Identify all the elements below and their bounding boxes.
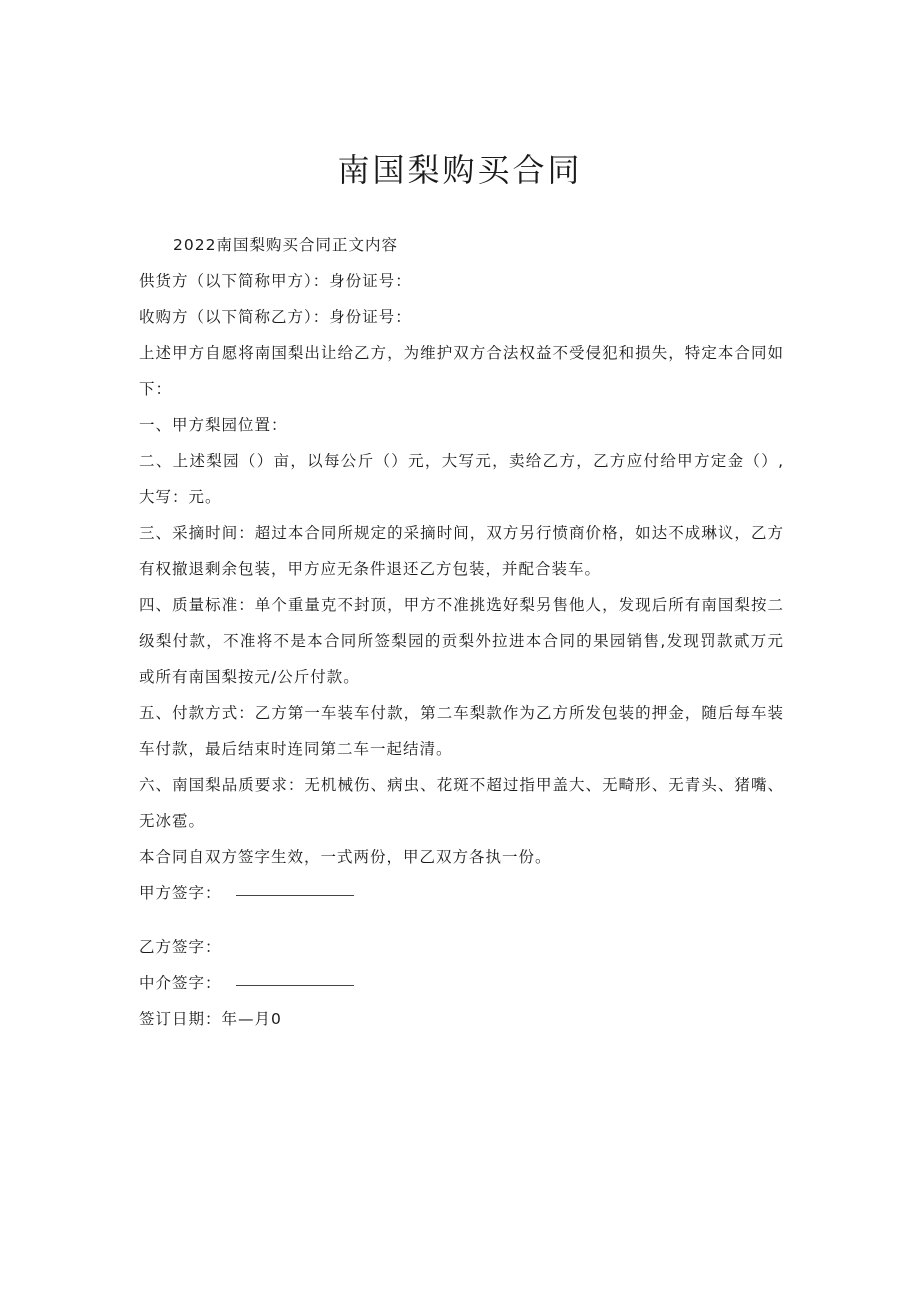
sign-date-row bbox=[139, 1001, 784, 1037]
party-b-signature-label: 乙方签字： bbox=[139, 938, 222, 956]
document-title: 南国梨购买合同 bbox=[337, 151, 583, 189]
agent-signature-label: 中介签字： bbox=[139, 974, 222, 992]
agent-signature-row bbox=[139, 965, 784, 1001]
signature-spacer bbox=[139, 911, 784, 929]
document-subtitle: 2022南国梨购买合同正文内容 bbox=[173, 236, 398, 254]
clause-1: 一、甲方梨园位置： bbox=[139, 416, 288, 434]
sign-date-label: 签订日期：年—月0 bbox=[139, 1010, 282, 1028]
effect-paragraph: 本合同自双方签字生效，一式两份，甲乙双方各执一份。 bbox=[139, 848, 552, 866]
clause-3: 三、采摘时间：超过本合同所规定的采摘时间，双方另行愤商价格，如达不成琳议，乙方有权撤退剩余包装，甲方应无条件退还乙方包装，并配合装车。 bbox=[139, 524, 784, 578]
party-a-signature-row bbox=[139, 875, 784, 911]
clause-5: 五、付款方式：乙方第一车装车付款，第二车梨款作为乙方所发包装的押金，随后每车装车付款，最后结束时连同第二车一起结清。 bbox=[139, 704, 784, 758]
supplier-line: 供货方（以下简称甲方）：身份证号： bbox=[139, 272, 412, 290]
party-b-signature-row bbox=[139, 929, 784, 965]
buyer-line: 收购方（以下简称乙方）：身份证号： bbox=[139, 308, 412, 326]
clause-2: 二、上述梨园（）亩，以每公斤（）元，大写元，卖给乙方，乙方应付给甲方定金（）,大写：元。 bbox=[139, 452, 784, 506]
agent-signature-blank bbox=[236, 973, 354, 986]
party-a-signature-blank bbox=[236, 883, 354, 896]
document-body bbox=[139, 227, 784, 1037]
intro-paragraph: 上述甲方自愿将南国梨出让给乙方，为维护双方合法权益不受侵犯和损失，特定本合同如下： bbox=[139, 344, 784, 398]
party-a-signature-label: 甲方签字： bbox=[139, 884, 222, 902]
clause-4: 四、质量标准：单个重量克不封顶，甲方不准挑选好梨另售他人，发现后所有南国梨按二级梨付款，不准将不是本合同所签梨园的贡梨外拉进本合同的果园销售,发现罚款贰万元或所有南国梨按元/公斤付款。 bbox=[139, 596, 784, 686]
clause-6: 六、南国梨品质要求：无机械伤、病虫、花斑不超过指甲盖大、无畸形、无青头、猪嘴、无冰雹。 bbox=[139, 776, 784, 830]
